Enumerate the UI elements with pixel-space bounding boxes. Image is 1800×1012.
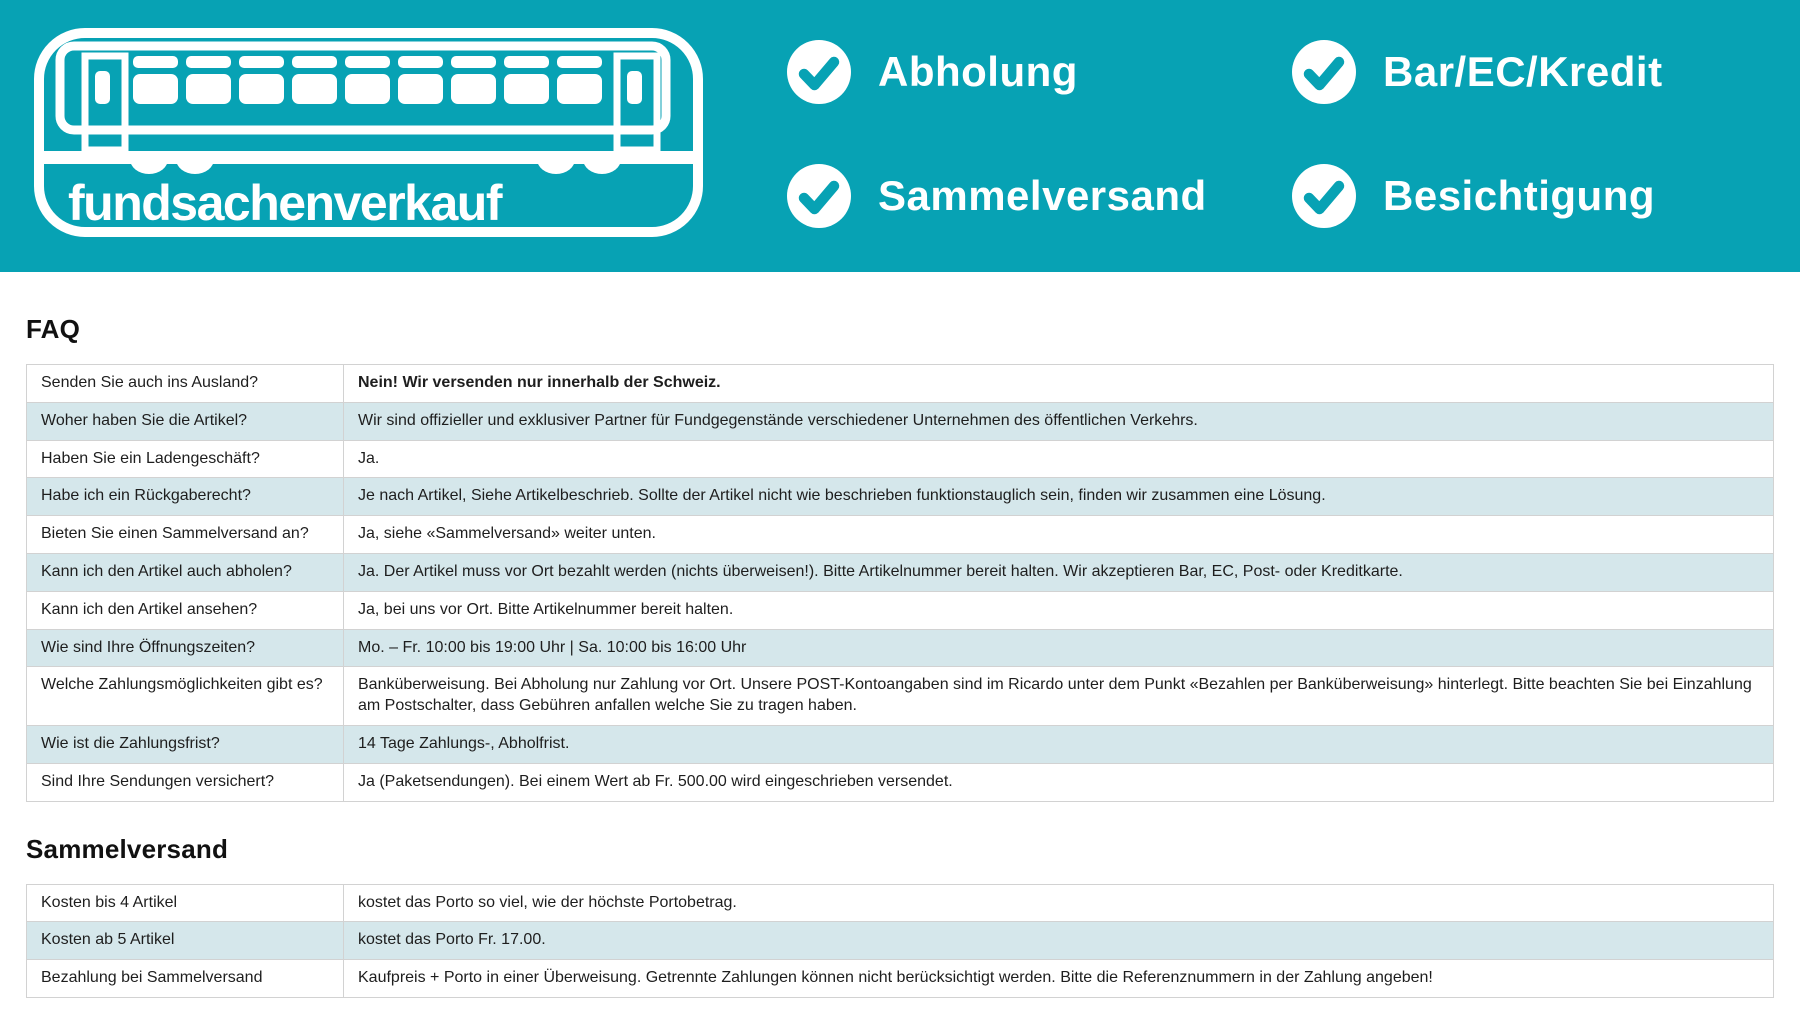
- answer-cell: Kaufpreis + Porto in einer Überweisung. Getrennte Zahlungen können nicht berücksichtigt werden. Bitte die Referenznummern in der Zahlung angeben!: [344, 960, 1774, 998]
- faq-row: [27, 725, 1774, 763]
- faq-row: [27, 553, 1774, 591]
- question-cell: Haben Sie ein Ladengeschäft?: [27, 440, 344, 478]
- question-cell: Kosten bis 4 Artikel: [27, 884, 344, 922]
- question-cell: Woher haben Sie die Artikel?: [27, 402, 344, 440]
- answer-cell: Je nach Artikel, Siehe Artikelbeschrieb. Sollte der Artikel nicht wie beschrieben funktionstauglich sein, finden wir zusammen eine Lösung.: [344, 478, 1774, 516]
- question-cell: Kann ich den Artikel ansehen?: [27, 591, 344, 629]
- sammelversand-row: [27, 960, 1774, 998]
- sammelversand-row: [27, 922, 1774, 960]
- faq-row: [27, 629, 1774, 667]
- faq-title: FAQ: [26, 314, 81, 344]
- feature-label: Besichtigung: [1383, 172, 1656, 219]
- feature-label: Sammelversand: [878, 172, 1207, 219]
- answer-cell: kostet das Porto Fr. 17.00.: [344, 922, 1774, 960]
- faq-row: [27, 365, 1774, 403]
- feature-label: Abholung: [878, 48, 1078, 95]
- feature-besichtigung: [1291, 163, 1655, 229]
- faq-row: [27, 667, 1774, 726]
- faq-row: [27, 591, 1774, 629]
- answer-cell: Ja. Der Artikel muss vor Ort bezahlt werden (nichts überweisen!). Bitte Artikelnummer bereit halten. Wir akzeptieren Bar, EC, Post- oder Kreditkarte.: [344, 553, 1774, 591]
- check-icon: [1291, 39, 1357, 105]
- faq-row: [27, 516, 1774, 554]
- feature-abholung: [786, 39, 1078, 105]
- sammelversand-row: [27, 884, 1774, 922]
- faq-row: [27, 440, 1774, 478]
- content: [0, 314, 1800, 998]
- question-cell: Habe ich ein Rückgaberecht?: [27, 478, 344, 516]
- answer-cell: Ja.: [344, 440, 1774, 478]
- question-cell: Bezahlung bei Sammelversand: [27, 960, 344, 998]
- feature-bar-ec-kredit: [1291, 39, 1663, 105]
- question-cell: Kosten ab 5 Artikel: [27, 922, 344, 960]
- question-cell: Sind Ihre Sendungen versichert?: [27, 763, 344, 801]
- answer-cell: Ja, bei uns vor Ort. Bitte Artikelnummer bereit halten.: [344, 591, 1774, 629]
- answer-cell: Mo. – Fr. 10:00 bis 19:00 Uhr | Sa. 10:00 bis 16:00 Uhr: [344, 629, 1774, 667]
- faq-row: [27, 478, 1774, 516]
- check-icon: [786, 39, 852, 105]
- answer-cell: Banküberweisung. Bei Abholung nur Zahlung vor Ort. Unsere POST-Kontoangaben sind im Ricardo unter dem Punkt «Bezahlen per Banküberweisung» hinterlegt. Bitte beachten Sie bei Einzahlung am Postschalter, dass Gebühren anfallen welche Sie zu tragen haben.: [344, 667, 1774, 726]
- answer-cell: 14 Tage Zahlungs-, Abholfrist.: [344, 725, 1774, 763]
- brand-text: fundsachenverkauf: [68, 175, 501, 231]
- faq-row: [27, 763, 1774, 801]
- check-icon: [1291, 163, 1357, 229]
- question-cell: Welche Zahlungsmöglichkeiten gibt es?: [27, 667, 344, 726]
- feature-sammelversand: [786, 163, 1207, 229]
- page-header: [0, 0, 1800, 272]
- answer-cell: Ja, siehe «Sammelversand» weiter unten.: [344, 516, 1774, 554]
- answer-cell: kostet das Porto so viel, wie der höchste Portobetrag.: [344, 884, 1774, 922]
- question-cell: Wie ist die Zahlungsfrist?: [27, 725, 344, 763]
- sammelversand-title: Sammelversand: [26, 833, 229, 864]
- answer-cell: Nein! Wir versenden nur innerhalb der Schweiz.: [344, 365, 1774, 403]
- question-cell: Senden Sie auch ins Ausland?: [27, 365, 344, 403]
- question-cell: Bieten Sie einen Sammelversand an?: [27, 516, 344, 554]
- faq-row: [27, 402, 1774, 440]
- question-cell: Wie sind Ihre Öffnungszeiten?: [27, 629, 344, 667]
- sammelversand-table: [26, 884, 1774, 998]
- feature-list: [0, 0, 1800, 272]
- question-cell: Kann ich den Artikel auch abholen?: [27, 553, 344, 591]
- answer-cell: Wir sind offizieller und exklusiver Partner für Fundgegenstände verschiedener Unternehmen des öffentlichen Verkehrs.: [344, 402, 1774, 440]
- check-icon: [786, 163, 852, 229]
- feature-label: Bar/EC/Kredit: [1383, 48, 1663, 95]
- answer-cell: Ja (Paketsendungen). Bei einem Wert ab Fr. 500.00 wird eingeschrieben versendet.: [344, 763, 1774, 801]
- faq-table: [26, 364, 1774, 802]
